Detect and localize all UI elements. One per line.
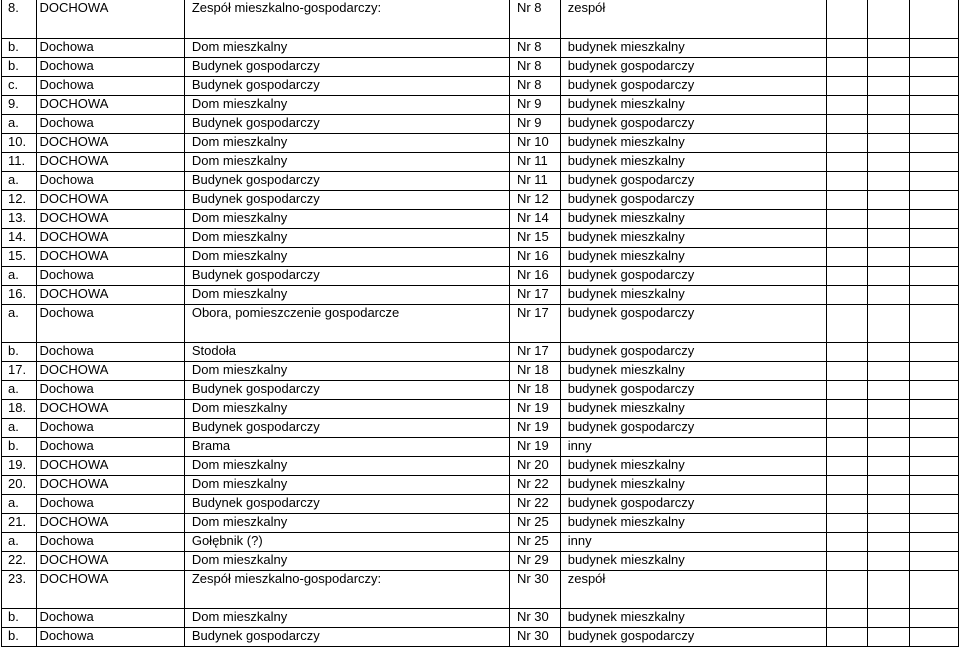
house-number-cell: Nr 17 [509,285,560,304]
table-row [2,228,959,247]
object-type-cell: budynek mieszkalny [560,152,826,171]
table-row [2,266,959,285]
empty-cell [867,456,910,475]
house-number-cell: Nr 18 [509,361,560,380]
house-number-cell: Nr 8 [509,0,560,38]
object-description-cell: Dom mieszkalny [184,247,509,266]
empty-cell [867,627,910,646]
row-number-cell: a. [2,418,37,437]
street-cell: Dochowa [36,304,184,342]
empty-cell [826,380,867,399]
house-number-cell: Nr 19 [509,399,560,418]
empty-cell [826,285,867,304]
street-cell: Dochowa [36,171,184,190]
street-cell: Dochowa [36,76,184,95]
empty-cell [867,437,910,456]
row-number-cell: 14. [2,228,37,247]
empty-cell [867,38,910,57]
empty-cell [867,342,910,361]
street-cell: Dochowa [36,532,184,551]
row-number-cell: 11. [2,152,37,171]
table-row [2,551,959,570]
row-number-cell: 21. [2,513,37,532]
house-number-cell: Nr 14 [509,209,560,228]
street-cell: Dochowa [36,418,184,437]
empty-cell [910,532,959,551]
object-type-cell: budynek gospodarczy [560,627,826,646]
empty-cell [867,532,910,551]
street-cell: Dochowa [36,627,184,646]
table-row [2,57,959,76]
object-type-cell: budynek gospodarczy [560,266,826,285]
street-cell: DOCHOWA [36,361,184,380]
empty-cell [910,247,959,266]
empty-cell [910,494,959,513]
empty-cell [867,513,910,532]
house-number-cell: Nr 19 [509,437,560,456]
street-cell: DOCHOWA [36,190,184,209]
house-number-cell: Nr 8 [509,57,560,76]
house-number-cell: Nr 17 [509,304,560,342]
street-cell: DOCHOWA [36,209,184,228]
street-cell: DOCHOWA [36,475,184,494]
empty-cell [867,133,910,152]
row-number-cell: b. [2,608,37,627]
house-number-cell: Nr 8 [509,76,560,95]
object-type-cell: budynek gospodarczy [560,380,826,399]
object-type-cell: zespół [560,570,826,608]
empty-cell [867,190,910,209]
row-number-cell: 9. [2,95,37,114]
row-number-cell: 10. [2,133,37,152]
empty-cell [910,190,959,209]
table-row [2,456,959,475]
table-row [2,247,959,266]
street-cell: DOCHOWA [36,228,184,247]
empty-cell [826,152,867,171]
house-number-cell: Nr 22 [509,475,560,494]
empty-cell [826,418,867,437]
object-description-cell: Dom mieszkalny [184,513,509,532]
empty-cell [826,570,867,608]
empty-cell [910,209,959,228]
house-number-cell: Nr 17 [509,342,560,361]
monument-register-table [1,0,959,647]
row-number-cell: a. [2,304,37,342]
house-number-cell: Nr 9 [509,95,560,114]
house-number-cell: Nr 30 [509,608,560,627]
object-description-cell: Budynek gospodarczy [184,76,509,95]
row-number-cell: b. [2,57,37,76]
empty-cell [910,627,959,646]
row-number-cell: a. [2,114,37,133]
object-type-cell: budynek mieszkalny [560,608,826,627]
empty-cell [867,494,910,513]
row-number-cell: 22. [2,551,37,570]
object-type-cell: budynek mieszkalny [560,247,826,266]
object-description-cell: Dom mieszkalny [184,95,509,114]
object-description-cell: Dom mieszkalny [184,152,509,171]
empty-cell [910,608,959,627]
street-cell: Dochowa [36,266,184,285]
object-description-cell: Dom mieszkalny [184,551,509,570]
house-number-cell: Nr 15 [509,228,560,247]
empty-cell [867,380,910,399]
empty-cell [867,247,910,266]
table-row [2,209,959,228]
street-cell: DOCHOWA [36,551,184,570]
empty-cell [826,399,867,418]
table-row [2,380,959,399]
table-row [2,285,959,304]
empty-cell [826,114,867,133]
object-type-cell: budynek gospodarczy [560,171,826,190]
row-number-cell: 12. [2,190,37,209]
object-type-cell: inny [560,532,826,551]
house-number-cell: Nr 22 [509,494,560,513]
empty-cell [826,38,867,57]
house-number-cell: Nr 10 [509,133,560,152]
row-number-cell: 15. [2,247,37,266]
table-row [2,399,959,418]
empty-cell [826,57,867,76]
house-number-cell: Nr 30 [509,627,560,646]
object-type-cell: budynek mieszkalny [560,209,826,228]
row-number-cell: a. [2,171,37,190]
table-row [2,171,959,190]
object-description-cell: Obora, pomieszczenie gospodarcze [184,304,509,342]
street-cell: Dochowa [36,437,184,456]
empty-cell [910,570,959,608]
object-type-cell: budynek mieszkalny [560,95,826,114]
table-row [2,342,959,361]
empty-cell [910,76,959,95]
object-type-cell: budynek mieszkalny [560,133,826,152]
object-description-cell: Budynek gospodarczy [184,114,509,133]
row-number-cell: 8. [2,0,37,38]
empty-cell [910,95,959,114]
street-cell: Dochowa [36,342,184,361]
row-number-cell: b. [2,342,37,361]
house-number-cell: Nr 16 [509,247,560,266]
street-cell: DOCHOWA [36,247,184,266]
street-cell: DOCHOWA [36,133,184,152]
table-row [2,418,959,437]
empty-cell [867,171,910,190]
empty-cell [910,266,959,285]
empty-cell [910,437,959,456]
object-type-cell: budynek mieszkalny [560,285,826,304]
empty-cell [910,171,959,190]
table-row [2,532,959,551]
street-cell: DOCHOWA [36,0,184,38]
empty-cell [910,456,959,475]
street-cell: DOCHOWA [36,285,184,304]
street-cell: Dochowa [36,57,184,76]
empty-cell [910,114,959,133]
row-number-cell: a. [2,494,37,513]
table-body [2,0,959,646]
object-description-cell: Budynek gospodarczy [184,266,509,285]
empty-cell [867,209,910,228]
street-cell: Dochowa [36,608,184,627]
table-row [2,190,959,209]
empty-cell [826,494,867,513]
empty-cell [910,0,959,38]
empty-cell [826,266,867,285]
empty-cell [867,304,910,342]
object-description-cell: Budynek gospodarczy [184,57,509,76]
object-description-cell: Dom mieszkalny [184,456,509,475]
street-cell: Dochowa [36,114,184,133]
empty-cell [826,247,867,266]
object-type-cell: budynek gospodarczy [560,76,826,95]
table-row [2,361,959,380]
empty-cell [867,399,910,418]
empty-cell [910,418,959,437]
table-row [2,570,959,608]
empty-cell [867,361,910,380]
row-number-cell: c. [2,76,37,95]
street-cell: Dochowa [36,380,184,399]
table-row [2,627,959,646]
street-cell: DOCHOWA [36,152,184,171]
house-number-cell: Nr 18 [509,380,560,399]
empty-cell [910,133,959,152]
empty-cell [867,57,910,76]
empty-cell [826,0,867,38]
object-description-cell: Budynek gospodarczy [184,418,509,437]
object-type-cell: inny [560,437,826,456]
object-description-cell: Gołębnik (?) [184,532,509,551]
object-type-cell: budynek mieszkalny [560,228,826,247]
object-type-cell: budynek gospodarczy [560,114,826,133]
house-number-cell: Nr 30 [509,570,560,608]
empty-cell [910,361,959,380]
object-type-cell: budynek gospodarczy [560,190,826,209]
empty-cell [910,399,959,418]
object-description-cell: Budynek gospodarczy [184,627,509,646]
table-row [2,437,959,456]
object-type-cell: budynek gospodarczy [560,57,826,76]
table-row [2,475,959,494]
table-row [2,513,959,532]
object-type-cell: budynek gospodarczy [560,494,826,513]
empty-cell [826,551,867,570]
house-number-cell: Nr 11 [509,171,560,190]
empty-cell [910,380,959,399]
empty-cell [910,304,959,342]
object-type-cell: budynek mieszkalny [560,361,826,380]
street-cell: DOCHOWA [36,456,184,475]
object-description-cell: Dom mieszkalny [184,209,509,228]
row-number-cell: 16. [2,285,37,304]
object-description-cell: Dom mieszkalny [184,228,509,247]
object-type-cell: budynek mieszkalny [560,399,826,418]
object-type-cell: budynek gospodarczy [560,418,826,437]
empty-cell [910,342,959,361]
empty-cell [910,152,959,171]
row-number-cell: 19. [2,456,37,475]
object-description-cell: Budynek gospodarczy [184,171,509,190]
row-number-cell: 20. [2,475,37,494]
row-number-cell: a. [2,532,37,551]
empty-cell [826,513,867,532]
object-description-cell: Dom mieszkalny [184,361,509,380]
empty-cell [867,418,910,437]
street-cell: DOCHOWA [36,570,184,608]
object-type-cell: budynek mieszkalny [560,38,826,57]
empty-cell [826,190,867,209]
house-number-cell: Nr 12 [509,190,560,209]
empty-cell [826,475,867,494]
empty-cell [826,627,867,646]
object-description-cell: Dom mieszkalny [184,608,509,627]
empty-cell [826,133,867,152]
row-number-cell: 13. [2,209,37,228]
empty-cell [867,266,910,285]
empty-cell [867,76,910,95]
row-number-cell: 17. [2,361,37,380]
empty-cell [867,152,910,171]
empty-cell [826,76,867,95]
empty-cell [826,608,867,627]
empty-cell [910,513,959,532]
empty-cell [826,361,867,380]
street-cell: Dochowa [36,494,184,513]
house-number-cell: Nr 19 [509,418,560,437]
object-description-cell: Dom mieszkalny [184,285,509,304]
empty-cell [867,475,910,494]
object-type-cell: budynek mieszkalny [560,475,826,494]
empty-cell [826,209,867,228]
object-type-cell: budynek mieszkalny [560,551,826,570]
object-description-cell: Brama [184,437,509,456]
object-description-cell: Dom mieszkalny [184,133,509,152]
house-number-cell: Nr 8 [509,38,560,57]
empty-cell [910,228,959,247]
empty-cell [867,570,910,608]
row-number-cell: a. [2,266,37,285]
street-cell: DOCHOWA [36,399,184,418]
empty-cell [826,95,867,114]
row-number-cell: b. [2,38,37,57]
row-number-cell: b. [2,627,37,646]
empty-cell [826,228,867,247]
object-type-cell: budynek gospodarczy [560,342,826,361]
empty-cell [910,475,959,494]
empty-cell [867,228,910,247]
empty-cell [867,551,910,570]
empty-cell [867,608,910,627]
table-row [2,304,959,342]
object-type-cell: budynek gospodarczy [560,304,826,342]
object-type-cell: zespół [560,0,826,38]
empty-cell [910,38,959,57]
row-number-cell: 23. [2,570,37,608]
empty-cell [867,285,910,304]
table-row [2,38,959,57]
house-number-cell: Nr 16 [509,266,560,285]
table-row [2,76,959,95]
empty-cell [826,532,867,551]
empty-cell [867,95,910,114]
object-description-cell: Dom mieszkalny [184,399,509,418]
object-description-cell: Zespół mieszkalno-gospodarczy: [184,0,509,38]
object-description-cell: Budynek gospodarczy [184,380,509,399]
empty-cell [910,551,959,570]
object-description-cell: Budynek gospodarczy [184,494,509,513]
empty-cell [826,437,867,456]
street-cell: Dochowa [36,38,184,57]
empty-cell [867,114,910,133]
object-description-cell: Budynek gospodarczy [184,190,509,209]
object-description-cell: Dom mieszkalny [184,475,509,494]
table-row [2,0,959,38]
house-number-cell: Nr 25 [509,532,560,551]
table-row [2,494,959,513]
table-row [2,133,959,152]
house-number-cell: Nr 20 [509,456,560,475]
empty-cell [826,342,867,361]
table-row [2,95,959,114]
house-number-cell: Nr 9 [509,114,560,133]
table-row [2,152,959,171]
street-cell: DOCHOWA [36,513,184,532]
street-cell: DOCHOWA [36,95,184,114]
empty-cell [867,0,910,38]
table-row [2,608,959,627]
empty-cell [826,171,867,190]
object-description-cell: Dom mieszkalny [184,38,509,57]
object-description-cell: Zespół mieszkalno-gospodarczy: [184,570,509,608]
empty-cell [826,456,867,475]
object-description-cell: Stodoła [184,342,509,361]
empty-cell [910,285,959,304]
object-type-cell: budynek mieszkalny [560,456,826,475]
table-row [2,114,959,133]
empty-cell [910,57,959,76]
house-number-cell: Nr 29 [509,551,560,570]
row-number-cell: 18. [2,399,37,418]
empty-cell [826,304,867,342]
object-type-cell: budynek mieszkalny [560,513,826,532]
row-number-cell: a. [2,380,37,399]
house-number-cell: Nr 25 [509,513,560,532]
row-number-cell: b. [2,437,37,456]
house-number-cell: Nr 11 [509,152,560,171]
